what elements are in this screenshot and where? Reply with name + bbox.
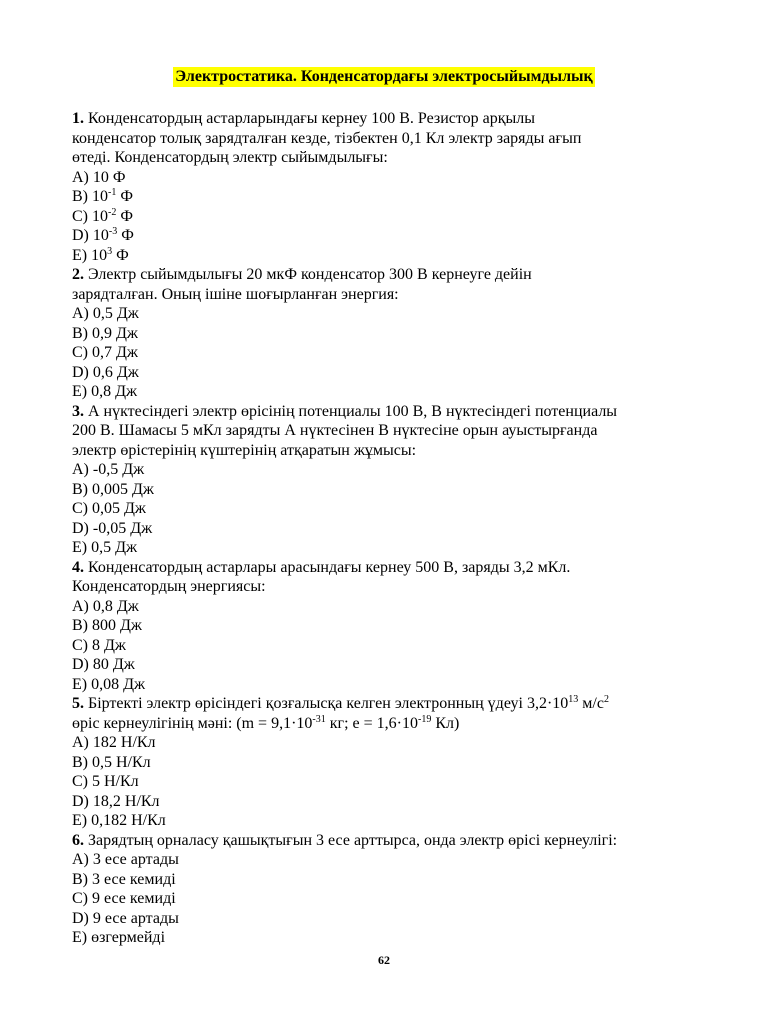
answer-option-unit: Ф	[116, 207, 133, 225]
question-block	[72, 265, 712, 402]
question-text: Конденсатордың астарлары арасындағы кернеу 500 В, заряды 3,2 мКл.	[88, 558, 571, 576]
answer-option-label: C) 10	[72, 207, 108, 225]
answer-option	[72, 363, 712, 383]
answer-option-label: E) өзгермейді	[72, 929, 166, 946]
answer-option-label: A) 3 есе артады	[72, 851, 179, 868]
answer-option-label: A) -0,5 Дж	[72, 461, 145, 478]
question-text-line	[72, 831, 712, 851]
page-title: Электростатика. Конденсатордағы электросыйымдылық	[175, 68, 593, 85]
answer-option-label: A) 10 Ф	[72, 168, 126, 186]
answer-option	[72, 772, 712, 792]
answer-option-label: B) 10	[72, 188, 108, 205]
answer-option-unit: Ф	[117, 227, 134, 244]
answer-option	[72, 792, 712, 812]
question-text-line	[72, 421, 712, 441]
answer-option	[72, 616, 712, 636]
answer-option	[72, 168, 712, 188]
question-block	[72, 558, 712, 695]
superscript: -31	[312, 713, 326, 725]
question-text: Конденсатордың астарларындағы кернеу 100 В. Резистор арқылы	[88, 110, 536, 127]
answer-option	[72, 304, 712, 324]
answer-option	[72, 850, 712, 870]
answer-option	[72, 207, 712, 227]
answer-option	[72, 519, 712, 539]
question-text: электр өрістерінің күштерінің атқаратын жұмысы:	[72, 441, 417, 459]
answer-option-label: C) 0,7 Дж	[72, 344, 138, 361]
question-text: конденсатор толық зарядталған кезде, тізбектен 0,1 Кл электр заряды ағып	[72, 129, 582, 147]
answer-option-label: D) -0,05 Дж	[72, 519, 153, 537]
answer-option	[72, 324, 712, 344]
superscript: 13	[568, 694, 579, 705]
question-text-line	[72, 558, 712, 578]
question-block	[72, 402, 712, 558]
answer-option-label: E) 10	[72, 246, 108, 264]
question-block	[72, 694, 712, 831]
answer-option	[72, 460, 712, 480]
answer-option-label: B) 0,9 Дж	[72, 324, 138, 342]
answer-option	[72, 928, 712, 948]
question-number: 3.	[72, 402, 84, 420]
answer-option-label: D) 80 Дж	[72, 656, 135, 673]
superscript: 2	[603, 694, 609, 705]
answer-option	[72, 538, 712, 558]
answer-option-label: B) 800 Дж	[72, 617, 142, 634]
answer-option-label: B) 0,5 Н/Кл	[72, 753, 151, 771]
question-text: кг; е = 1,6·10	[325, 714, 418, 732]
question-text: өріс кернеулігінің мәні: (m = 9,1·10	[72, 714, 313, 732]
answer-option	[72, 480, 712, 500]
answer-option-label: B) 0,005 Дж	[72, 480, 154, 498]
answer-option	[72, 343, 712, 363]
answer-option	[72, 753, 712, 773]
question-block	[72, 109, 712, 265]
superscript: -3	[108, 226, 118, 237]
answer-option-label: B) 3 есе кемиді	[72, 870, 176, 888]
answer-option-unit: Ф	[116, 188, 133, 205]
question-text: 200 В. Шамасы 5 мКл зарядты А нүктесінен В нүктесіне орын ауыстырғанда	[72, 422, 598, 439]
answer-option	[72, 733, 712, 753]
answer-option-label: C) 9 есе кемиді	[72, 890, 176, 907]
question-text: өтеді. Конденсатордың электр сыйымдылығы:	[72, 149, 388, 166]
answer-option	[72, 675, 712, 695]
question-number: 1.	[72, 110, 84, 127]
question-text-line	[72, 441, 712, 461]
question-number: 6.	[72, 831, 84, 849]
question-text-line	[72, 148, 712, 168]
question-text: Кл)	[431, 714, 460, 732]
question-text-line	[72, 714, 712, 734]
answer-option-label: D) 18,2 Н/Кл	[72, 792, 160, 810]
answer-option	[72, 870, 712, 890]
answer-option	[72, 597, 712, 617]
answer-option-label: E) 0,182 Н/Кл	[72, 812, 166, 829]
answer-option	[72, 382, 712, 402]
question-text: А нүктесіндегі электр өрісінің потенциалы 100 В, В нүктесіндегі потенциалы	[88, 402, 618, 420]
answer-option-label: D) 10	[72, 227, 109, 244]
questions-list	[72, 109, 712, 948]
superscript: -19	[417, 713, 432, 725]
answer-option	[72, 889, 712, 909]
answer-option-label: A) 0,8 Дж	[72, 597, 139, 615]
title-container	[0, 67, 768, 87]
answer-option	[72, 226, 712, 246]
question-block	[72, 831, 712, 948]
superscript: 3	[107, 245, 113, 257]
question-text: Конденсатордың энергиясы:	[72, 578, 266, 595]
question-text: Біртекті электр өрісіндегі қозғалысқа келген электронның үдеуі 3,2·10	[88, 695, 569, 712]
question-number: 4.	[72, 558, 84, 576]
superscript: -2	[108, 206, 117, 218]
answer-option-label: D) 9 есе артады	[72, 909, 179, 927]
question-text-line	[72, 129, 712, 149]
question-text: м/с	[578, 695, 604, 712]
question-number: 2.	[72, 266, 84, 283]
answer-option-label: E) 0,08 Дж	[72, 675, 146, 693]
answer-option-unit: Ф	[112, 246, 129, 264]
answer-option	[72, 636, 712, 656]
question-number: 5.	[72, 695, 84, 712]
answer-option	[72, 499, 712, 519]
answer-option-label: A) 0,5 Дж	[72, 305, 139, 322]
question-text: Электр сыйымдылығы 20 мкФ конденсатор 300 В кернеуге дейін	[88, 266, 532, 283]
answer-option	[72, 187, 712, 207]
answer-option-label: C) 0,05 Дж	[72, 500, 146, 517]
answer-option-label: C) 8 Дж	[72, 636, 126, 654]
superscript: -1	[108, 187, 117, 198]
question-text-line	[72, 402, 712, 422]
answer-option-label: D) 0,6 Дж	[72, 363, 139, 381]
answer-option-label: C) 5 Н/Кл	[72, 773, 139, 790]
question-text: зарядталған. Оның ішіне шоғырланған энергия:	[72, 285, 399, 303]
question-text-line	[72, 285, 712, 305]
answer-option	[72, 655, 712, 675]
question-text-line	[72, 265, 712, 285]
answer-option	[72, 811, 712, 831]
answer-option	[72, 246, 712, 266]
answer-option	[72, 909, 712, 929]
answer-option-label: E) 0,5 Дж	[72, 539, 138, 556]
question-text-line	[72, 109, 712, 129]
question-text-line	[72, 694, 712, 714]
question-text: Зарядтың орналасу қашықтығын 3 есе арттырса, онда электр өрісі кернеулігі:	[88, 831, 618, 849]
page-number: 62	[378, 953, 390, 967]
answer-option-label: E) 0,8 Дж	[72, 383, 138, 400]
answer-option-label: A) 182 Н/Кл	[72, 734, 156, 751]
question-text-line	[72, 577, 712, 597]
